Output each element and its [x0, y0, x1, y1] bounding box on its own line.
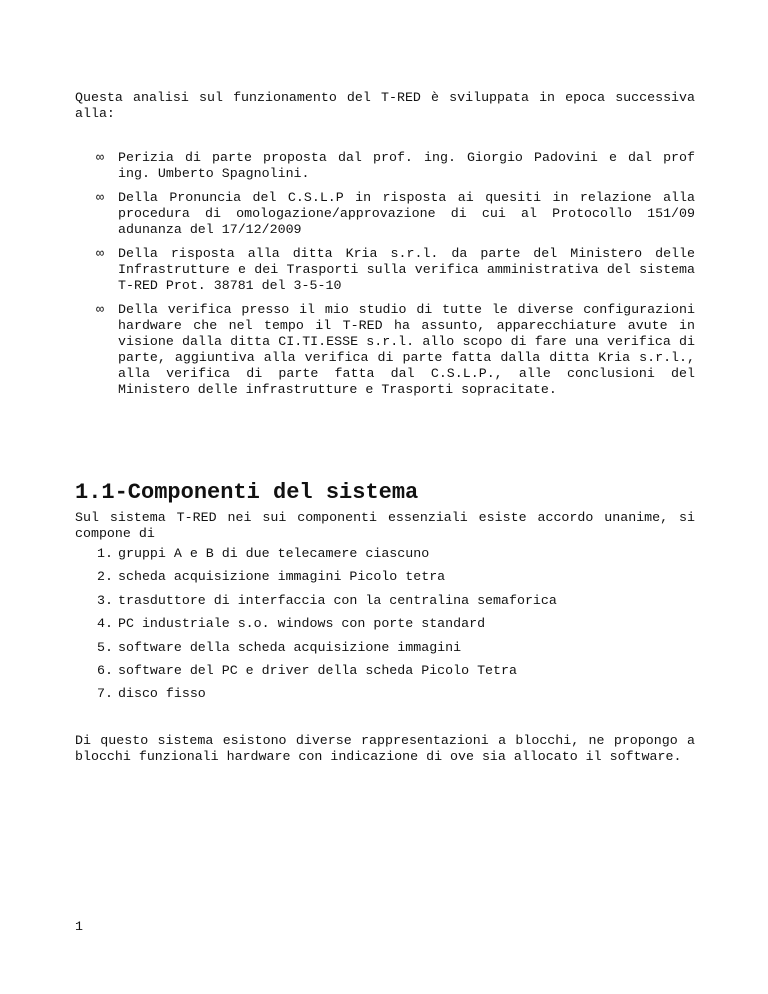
- list-number: 1.: [97, 546, 113, 561]
- reference-list: [75, 150, 695, 398]
- list-item: [75, 640, 695, 663]
- document-page: [75, 90, 695, 764]
- list-item-text: software del PC e driver della scheda Picolo Tetra: [118, 662, 517, 678]
- list-item-text: Della risposta alla ditta Kria s.r.l. da parte del Ministero delle Infrastrutture e dei Trasporti sulla verifica amministrativa del sistema T-RED Prot. 38781 del 3-5-10: [118, 246, 695, 293]
- list-item-text: trasduttore di interfaccia con la centralina semaforica: [118, 592, 557, 608]
- section-heading: 1.1-Componenti del sistema: [75, 480, 419, 505]
- list-item: [75, 546, 695, 569]
- list-item: [75, 569, 695, 592]
- section-intro-paragraph: Sul sistema T-RED nei sui componenti essenziali esiste accordo unanime, si compone di: [75, 510, 695, 541]
- list-item: [75, 663, 695, 686]
- list-item-text: PC industriale s.o. windows con porte standard: [118, 616, 486, 632]
- list-number: 6.: [97, 662, 113, 678]
- list-item: [75, 593, 695, 616]
- list-item: [75, 616, 695, 639]
- page-number: 1: [75, 919, 83, 934]
- list-number: 7.: [97, 686, 113, 702]
- list-number: 5.: [97, 639, 113, 655]
- list-item-text: Della verifica presso il mio studio di tutte le diverse configurazioni hardware che nel tempo il T-RED ha assunto, apparecchiature avute in visione dalla ditta CI.TI.ESSE s.r.l. allo scopo di fare una verifica di parte, aggiuntiva alla verifica di parte fatta dalla ditta Kria s.r.l., alla verifica di parte fatta dal C.S.L.P., alle conclusioni del Ministero delle infrastrutture e Trasporti sopracitate.: [118, 302, 695, 397]
- list-item: [75, 686, 695, 709]
- list-item-text: disco fisso: [118, 686, 206, 702]
- infinity-bullet-icon: ∞: [96, 150, 104, 165]
- infinity-bullet-icon: ∞: [96, 302, 104, 317]
- list-number: 2.: [97, 569, 113, 585]
- components-list: [75, 546, 695, 710]
- list-item-text: Perizia di parte proposta dal prof. ing. Giorgio Padovini e dal prof ing. Umberto Spagnolini.: [118, 150, 695, 181]
- list-item-text: Della Pronuncia del C.S.L.P in risposta ai quesiti in relazione alla procedura di omologazione/approvazione di cui al Protocollo 151/09 adunanza del 17/12/2009: [118, 190, 695, 237]
- list-item-text: scheda acquisizione immagini Picolo tetra: [118, 569, 446, 585]
- list-number: 4.: [97, 616, 113, 632]
- infinity-bullet-icon: ∞: [96, 190, 104, 205]
- list-item-text: gruppi A e B di due telecamere ciascuno: [118, 546, 430, 561]
- infinity-bullet-icon: ∞: [96, 246, 104, 261]
- list-item: [75, 302, 695, 398]
- list-number: 3.: [97, 592, 113, 608]
- list-item: [75, 190, 695, 238]
- list-item-text: software della scheda acquisizione immagini: [118, 639, 462, 655]
- list-item: [75, 246, 695, 294]
- closing-paragraph: Di questo sistema esistono diverse rappresentazioni a blocchi, ne propongo a blocchi funzionali hardware con indicazione di ove sia allocato il software.: [75, 733, 695, 764]
- intro-paragraph: Questa analisi sul funzionamento del T-RED è sviluppata in epoca successiva alla:: [75, 90, 695, 121]
- list-item: [75, 150, 695, 182]
